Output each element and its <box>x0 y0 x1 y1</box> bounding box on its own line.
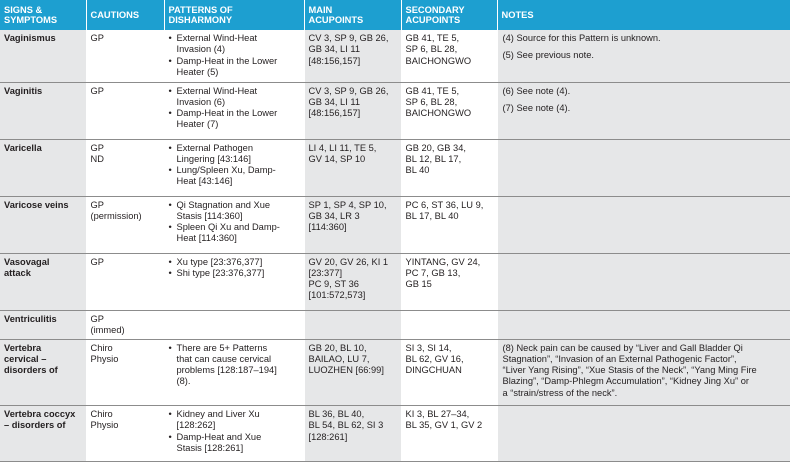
main-acupoints-cell-line: BL 54, BL 62, SI 3 <box>308 420 384 431</box>
note-line: Blazing”, “Damp-Phlegm Accumulation”, “Kidney Jing Xu” or <box>502 376 749 387</box>
pattern-line: Heater (5) <box>176 66 219 77</box>
pattern-line: Heat [114:360] <box>176 233 237 244</box>
cautions-cell-line: GP <box>90 85 104 96</box>
symptom-cell-line: disorders of <box>4 365 58 376</box>
secondary-acupoints-cell-line: PC 6, ST 36, LU 9, <box>405 199 484 210</box>
header-line: DISHARMONY <box>168 15 233 25</box>
patterns-cell <box>164 139 304 196</box>
main-acupoints-cell-line: GV 14, SP 10 <box>308 153 366 164</box>
symptom-cell <box>0 253 86 310</box>
notes-cell <box>497 82 790 139</box>
pattern-line: • Shi type [23:376,377] <box>176 267 265 278</box>
secondary-acupoints-cell-line: SP 6, BL 28, <box>405 44 458 55</box>
main-acupoints-cell-line: GB 34, LI 11 <box>308 44 361 55</box>
header-line: ACUPOINTS <box>405 15 461 25</box>
main-acupoints-cell-line: PC 9, ST 36 <box>308 279 359 290</box>
header-line: SYMPTOMS <box>4 15 58 25</box>
pattern-line: Stasis [114:360] <box>176 210 243 221</box>
symptom-cell-line: – disorders of <box>4 420 66 431</box>
note-line: Stagnation”, “Invasion of an External Pathogenic Factor”, <box>502 353 737 364</box>
main-acupoints-cell-line: [48:156,157] <box>308 108 361 119</box>
main-acupoints-cell-line: [114:360] <box>308 222 347 233</box>
pattern-item <box>169 86 301 109</box>
main-acupoints-cell-line: BAILAO, LU 7, <box>308 353 370 364</box>
main-acupoints-cell-line: CV 3, SP 9, GB 26, <box>308 85 389 96</box>
main-acupoints-cell <box>304 30 401 82</box>
secondary-acupoints-cell <box>401 30 497 82</box>
pattern-item <box>169 257 301 268</box>
main-acupoints-cell-line: CV 3, SP 9, GB 26, <box>308 33 389 43</box>
main-acupoints-cell-line: LI 4, LI 11, TE 5, <box>308 142 377 153</box>
patterns-cell <box>164 30 304 82</box>
pattern-line: • Kidney and Liver Xu <box>176 408 260 419</box>
column-header-signs-symptoms <box>0 0 86 30</box>
pattern-line: • Qi Stagnation and Xue <box>176 199 271 210</box>
pattern-line: Stasis [128:261] <box>176 442 244 453</box>
cautions-cell <box>86 253 164 310</box>
symptom-cell <box>0 196 86 253</box>
note-line: (4) Source for this Pattern is unknown. <box>502 33 661 43</box>
pattern-line: • External Wind-Heat <box>176 33 258 43</box>
pattern-line: problems [128:187–194] <box>176 365 277 376</box>
pattern-line: • Damp-Heat and Xue <box>176 431 262 442</box>
note-paragraph <box>503 343 788 399</box>
pattern-line: • Lung/Spleen Xu, Damp- <box>176 165 276 176</box>
main-acupoints-cell <box>304 253 401 310</box>
header-line: NOTES <box>501 9 534 20</box>
pattern-line: Heater (7) <box>176 119 219 130</box>
pattern-item <box>169 200 301 223</box>
symptom-cell-line: Varicose veins <box>4 199 69 210</box>
secondary-acupoints-cell-line: YINTANG, GV 24, <box>405 256 481 267</box>
header-line: CAUTIONS <box>90 9 140 20</box>
secondary-acupoints-cell-line: KI 3, BL 27–34, <box>405 408 470 419</box>
pattern-item <box>169 432 301 455</box>
main-acupoints-cell-line: [48:156,157] <box>308 55 361 66</box>
secondary-acupoints-cell-line: BAICHONGWO <box>405 55 472 66</box>
main-acupoints-cell <box>304 196 401 253</box>
symptom-cell-line: Varicella <box>4 142 42 153</box>
pattern-line: • There are 5+ Patterns <box>176 342 268 353</box>
secondary-acupoints-cell-line: BL 62, GV 16, <box>405 353 464 364</box>
cautions-cell <box>86 310 164 339</box>
main-acupoints-cell-line: GV 20, GV 26, KI 1 <box>308 256 389 267</box>
main-acupoints-cell <box>304 405 401 461</box>
pattern-item <box>169 165 301 188</box>
symptom-cell-line: cervical – <box>4 353 47 364</box>
secondary-acupoints-cell <box>401 82 497 139</box>
note-line: (8) Neck pain can be caused by “Liver and Gall Bladder Qi <box>502 342 743 353</box>
pattern-item <box>169 108 301 131</box>
symptom-cell-line: Ventriculitis <box>4 313 57 324</box>
cautions-cell-line: GP <box>90 199 104 210</box>
patterns-list <box>169 33 301 78</box>
patterns-list <box>169 86 301 131</box>
patterns-cell <box>164 310 304 339</box>
main-acupoints-cell-line: GB 34, LI 11 <box>308 96 361 107</box>
pattern-line: Invasion (6) <box>176 96 226 107</box>
symptom-cell-line: Vertebra <box>4 342 42 353</box>
secondary-acupoints-cell <box>401 253 497 310</box>
pattern-line: • Damp-Heat in the Lower <box>176 108 278 119</box>
cautions-cell-line: (permission) <box>90 210 142 221</box>
patterns-list <box>169 200 301 245</box>
notes-cell <box>497 30 790 82</box>
secondary-acupoints-cell-line: SP 6, BL 28, <box>405 96 458 107</box>
note-paragraph <box>503 86 788 97</box>
table-row <box>0 405 790 461</box>
main-acupoints-cell-line: GB 20, BL 10, <box>308 342 367 353</box>
header-line: ACUPOINTS <box>308 15 364 25</box>
main-acupoints-cell <box>304 339 401 405</box>
cautions-cell <box>86 196 164 253</box>
patterns-cell <box>164 339 304 405</box>
cautions-cell-line: Chiro <box>90 408 113 419</box>
header-row <box>0 0 790 30</box>
secondary-acupoints-cell-line: GB 41, TE 5, <box>405 33 460 43</box>
pattern-line: that can cause cervical <box>176 353 272 364</box>
secondary-acupoints-cell-line: SI 3, SI 14, <box>405 342 452 353</box>
notes-cell <box>497 310 790 339</box>
pattern-line: (8). <box>176 376 191 387</box>
table-row <box>0 253 790 310</box>
main-acupoints-cell-line: [101:572,573] <box>308 290 366 301</box>
secondary-acupoints-cell <box>401 339 497 405</box>
pattern-line: • Xu type [23:376,377] <box>176 256 263 267</box>
cautions-cell-line: GP <box>90 142 104 153</box>
header-line: SIGNS & <box>4 4 43 15</box>
secondary-acupoints-cell <box>401 405 497 461</box>
main-acupoints-cell <box>304 310 401 339</box>
cautions-cell-line: GP <box>90 313 104 324</box>
symptom-cell-line: Vertebra coccyx <box>4 408 76 419</box>
symptom-cell <box>0 139 86 196</box>
notes-cell <box>497 405 790 461</box>
notes-cell <box>497 196 790 253</box>
secondary-acupoints-cell-line: BL 12, BL 17, <box>405 153 462 164</box>
patterns-list <box>169 257 301 280</box>
pattern-item <box>169 343 301 388</box>
symptom-cell <box>0 82 86 139</box>
secondary-acupoints-cell-line: BL 35, GV 1, GV 2 <box>405 420 483 431</box>
main-acupoints-cell-line: SP 1, SP 4, SP 10, <box>308 199 387 210</box>
note-line: a “strain/stress of the neck”. <box>502 387 618 398</box>
note-line: “Liver Yang Rising”, “Xue Stasis of the Neck”, “Yang Ming Fire <box>502 365 757 376</box>
secondary-acupoints-cell <box>401 196 497 253</box>
cautions-cell <box>86 139 164 196</box>
patterns-list <box>169 143 301 188</box>
cautions-cell <box>86 82 164 139</box>
cautions-cell <box>86 339 164 405</box>
patterns-list <box>169 343 301 388</box>
pattern-line: • Damp-Heat in the Lower <box>176 55 278 66</box>
pattern-line: [128:262] <box>176 420 216 431</box>
note-line: (5) See previous note. <box>502 50 594 61</box>
pattern-line: Heat [43:146] <box>176 176 233 187</box>
secondary-acupoints-cell-line: BL 40 <box>405 165 430 176</box>
table-row <box>0 310 790 339</box>
pattern-line: Invasion (4) <box>176 44 226 55</box>
table-header <box>0 0 790 30</box>
cautions-cell-line: Physio <box>90 420 119 431</box>
main-acupoints-cell-line: GB 34, LR 3 <box>308 210 360 221</box>
cautions-cell-line: ND <box>90 153 104 164</box>
note-line: (6) See note (4). <box>502 85 571 96</box>
cautions-cell <box>86 405 164 461</box>
patterns-cell <box>164 405 304 461</box>
main-acupoints-cell-line: BL 36, BL 40, <box>308 408 365 419</box>
table-row <box>0 82 790 139</box>
secondary-acupoints-cell-line: PC 7, GB 13, <box>405 267 461 278</box>
notes-cell <box>497 339 790 405</box>
patterns-list <box>169 409 301 454</box>
symptom-cell-line: Vaginitis <box>4 85 43 96</box>
secondary-acupoints-cell-line: DINGCHUAN <box>405 365 462 376</box>
main-acupoints-cell <box>304 82 401 139</box>
pattern-item <box>169 33 301 56</box>
table-body <box>0 30 790 461</box>
symptom-cell <box>0 405 86 461</box>
header-line: PATTERNS OF <box>168 4 233 15</box>
pattern-line: • External Wind-Heat <box>176 85 258 96</box>
main-acupoints-cell-line: [128:261] <box>308 431 348 442</box>
column-header-patterns-of-disharmony <box>164 0 304 30</box>
notes-cell <box>497 139 790 196</box>
main-acupoints-cell <box>304 139 401 196</box>
column-header-main-acupoints <box>304 0 401 30</box>
symptom-cell <box>0 310 86 339</box>
cautions-cell <box>86 30 164 82</box>
secondary-acupoints-cell-line: BL 17, BL 40 <box>405 210 459 221</box>
main-acupoints-cell-line: [23:377] <box>308 267 343 278</box>
header-line: MAIN <box>308 4 333 15</box>
pattern-item <box>169 56 301 79</box>
cautions-cell-line: Chiro <box>90 342 113 353</box>
secondary-acupoints-cell-line: BAICHONGWO <box>405 108 472 119</box>
notes-cell <box>497 253 790 310</box>
table-row <box>0 139 790 196</box>
pattern-item <box>169 143 301 166</box>
cautions-cell-line: GP <box>90 256 104 267</box>
patterns-cell <box>164 82 304 139</box>
table-row <box>0 339 790 405</box>
secondary-acupoints-cell <box>401 139 497 196</box>
pattern-item <box>169 222 301 245</box>
column-header-cautions <box>86 0 164 30</box>
header-line: SECONDARY <box>405 4 465 15</box>
note-paragraph <box>503 33 788 44</box>
pattern-item <box>169 409 301 432</box>
patterns-cell <box>164 196 304 253</box>
patterns-cell <box>164 253 304 310</box>
secondary-acupoints-cell-line: GB 20, GB 34, <box>405 142 466 153</box>
column-header-notes <box>497 0 790 30</box>
symptom-cell-line: Vaginismus <box>4 33 56 43</box>
pattern-line: • External Pathogen <box>176 142 253 153</box>
pattern-item <box>169 268 301 279</box>
symptom-cell-line: Vasovagal <box>4 256 50 267</box>
secondary-acupoints-cell-line: GB 41, TE 5, <box>405 85 460 96</box>
symptom-cell-line: attack <box>4 267 31 278</box>
symptom-cell <box>0 30 86 82</box>
secondary-acupoints-cell-line: GB 15 <box>405 279 432 290</box>
cautions-cell-line: Physio <box>90 353 119 364</box>
pattern-line: • Spleen Qi Xu and Damp- <box>176 222 280 233</box>
symptom-cell <box>0 339 86 405</box>
note-paragraph <box>503 103 788 114</box>
column-header-secondary-acupoints <box>401 0 497 30</box>
table-row <box>0 30 790 82</box>
table-row <box>0 196 790 253</box>
secondary-acupoints-cell <box>401 310 497 339</box>
cautions-cell-line: (immed) <box>90 324 125 335</box>
cautions-cell-line: GP <box>90 33 104 43</box>
note-line: (7) See note (4). <box>502 102 571 113</box>
note-paragraph <box>503 50 788 61</box>
main-acupoints-cell-line: LUOZHEN [66:99] <box>308 365 384 376</box>
pattern-line: Lingering [43:146] <box>176 153 251 164</box>
